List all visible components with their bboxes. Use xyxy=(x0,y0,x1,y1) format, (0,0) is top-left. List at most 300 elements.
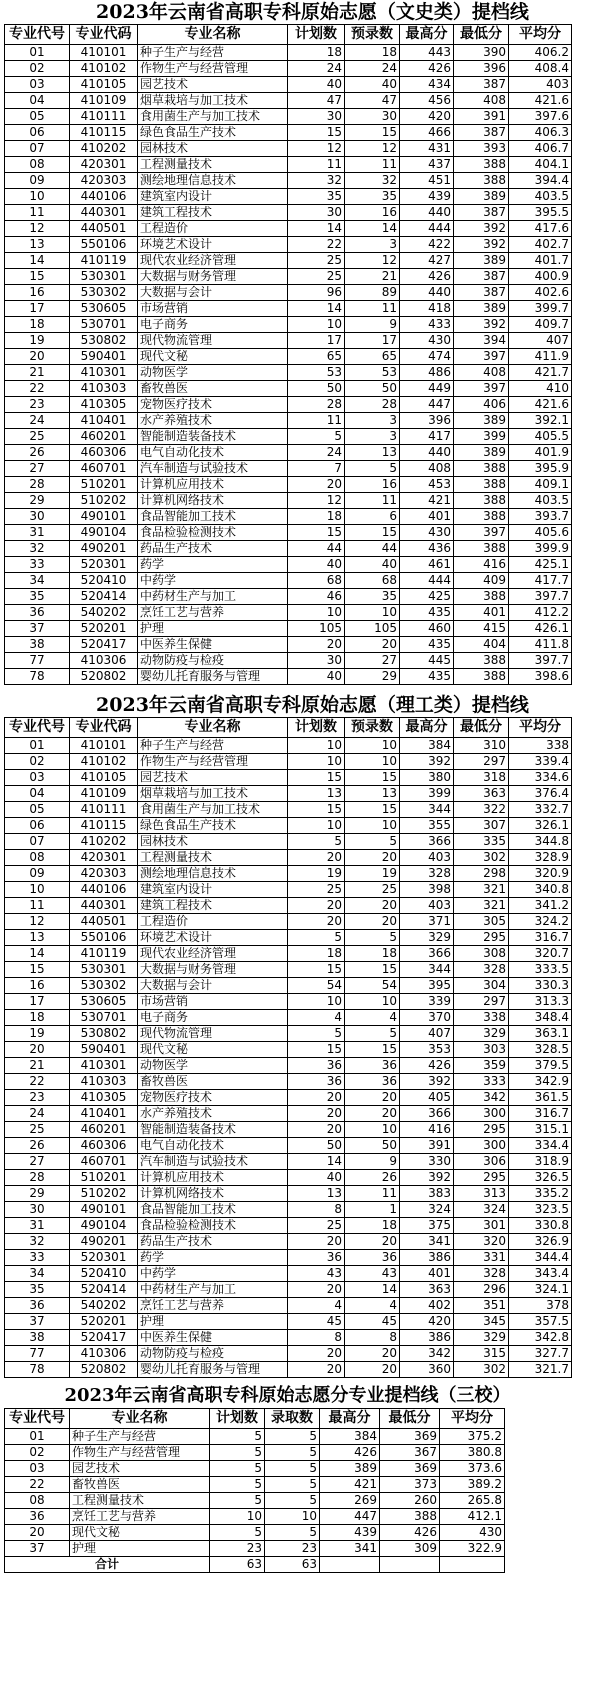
major-code-cell: 440501 xyxy=(70,914,138,930)
max-score-cell: 435 xyxy=(400,637,454,653)
major-code-cell: 590401 xyxy=(70,1042,138,1058)
plan-cell: 36 xyxy=(288,1058,345,1074)
major-no-cell: 15 xyxy=(5,962,70,978)
major-no-cell: 33 xyxy=(5,1250,70,1266)
avg-score-cell: 373.6 xyxy=(440,1461,505,1477)
min-score-cell: 329 xyxy=(454,1330,509,1346)
major-no-cell: 31 xyxy=(5,525,70,541)
major-name-cell: 园艺技术 xyxy=(138,77,288,93)
max-score-cell: 451 xyxy=(400,173,454,189)
max-score-cell: 426 xyxy=(400,61,454,77)
avg-score-cell: 421.6 xyxy=(509,93,572,109)
major-name-cell: 动物医学 xyxy=(138,365,288,381)
avg-score-cell: 332.7 xyxy=(509,802,572,818)
avg-score-cell: 322.9 xyxy=(440,1541,505,1557)
avg-score-cell: 406.7 xyxy=(509,141,572,157)
max-score-cell: 461 xyxy=(400,557,454,573)
major-code-cell: 520417 xyxy=(70,1330,138,1346)
major-code-cell: 520414 xyxy=(70,1282,138,1298)
avg-score-cell: 421.6 xyxy=(509,397,572,413)
pre-admit-cell: 36 xyxy=(345,1074,400,1090)
min-score-cell: 397 xyxy=(454,525,509,541)
major-name-cell: 食品检验检测技术 xyxy=(138,1218,288,1234)
wenshi-header-major-code: 专业代码 xyxy=(70,25,138,45)
major-code-cell: 530302 xyxy=(70,978,138,994)
min-score-cell: 309 xyxy=(380,1541,440,1557)
min-score-cell: 320 xyxy=(454,1234,509,1250)
min-score-cell: 301 xyxy=(454,1218,509,1234)
max-score-cell: 439 xyxy=(320,1525,380,1541)
pre-admit-cell: 54 xyxy=(345,978,400,994)
max-score-cell: 399 xyxy=(400,786,454,802)
major-no-cell: 14 xyxy=(5,946,70,962)
pre-admit-cell: 20 xyxy=(345,637,400,653)
major-name-cell: 工程造价 xyxy=(138,914,288,930)
min-score-cell: 390 xyxy=(454,45,509,61)
major-no-cell: 35 xyxy=(5,1282,70,1298)
major-no-cell: 01 xyxy=(5,738,70,754)
major-no-cell: 10 xyxy=(5,882,70,898)
min-score-cell: 318 xyxy=(454,770,509,786)
major-no-cell: 21 xyxy=(5,365,70,381)
pre-admit-cell: 20 xyxy=(345,898,400,914)
major-code-cell: 490201 xyxy=(70,541,138,557)
major-no-cell: 20 xyxy=(5,349,70,365)
wenshi-header-min-score: 最低分 xyxy=(454,25,509,45)
major-name-cell: 园林技术 xyxy=(138,834,288,850)
major-name-cell: 食用菌生产与加工技术 xyxy=(138,109,288,125)
avg-score-cell: 357.5 xyxy=(509,1314,572,1330)
max-score-cell: 339 xyxy=(400,994,454,1010)
plan-cell: 14 xyxy=(288,221,345,237)
major-no-cell: 07 xyxy=(5,834,70,850)
table-row xyxy=(5,637,572,653)
major-no-cell: 13 xyxy=(5,930,70,946)
major-code-cell: 520802 xyxy=(70,1362,138,1378)
plan-cell: 35 xyxy=(288,189,345,205)
major-code-cell: 440106 xyxy=(70,189,138,205)
min-score-cell: 389 xyxy=(454,189,509,205)
avg-score-cell: 313.3 xyxy=(509,994,572,1010)
avg-score-cell: 401.7 xyxy=(509,253,572,269)
major-no-cell: 32 xyxy=(5,1234,70,1250)
min-score-cell: 367 xyxy=(380,1445,440,1461)
major-no-cell: 26 xyxy=(5,1138,70,1154)
max-score-cell: 418 xyxy=(400,301,454,317)
max-score-cell: 398 xyxy=(400,882,454,898)
major-name-cell: 烹饪工艺与营养 xyxy=(138,605,288,621)
major-code-cell: 490101 xyxy=(70,1202,138,1218)
avg-score-cell: 401.9 xyxy=(509,445,572,461)
avg-score-cell: 394.4 xyxy=(509,173,572,189)
avg-score-cell: 411.9 xyxy=(509,349,572,365)
min-score-cell: 295 xyxy=(454,1170,509,1186)
major-no-cell: 20 xyxy=(5,1042,70,1058)
major-no-cell: 24 xyxy=(5,413,70,429)
table-row xyxy=(5,1493,505,1509)
major-code-cell: 440501 xyxy=(70,221,138,237)
pre-admit-cell: 50 xyxy=(345,381,400,397)
plan-cell: 12 xyxy=(288,493,345,509)
major-name-cell: 电气自动化技术 xyxy=(138,445,288,461)
wenshi-header-pre-admit: 预录数 xyxy=(345,25,400,45)
empty-cell xyxy=(440,1557,505,1573)
max-score-cell: 460 xyxy=(400,621,454,637)
major-no-cell: 34 xyxy=(5,1266,70,1282)
ligong-table xyxy=(4,717,572,1378)
table-row xyxy=(5,381,572,397)
avg-score-cell: 333.5 xyxy=(509,962,572,978)
major-code-cell: 510202 xyxy=(70,1186,138,1202)
pre-admit-cell: 8 xyxy=(345,1330,400,1346)
major-code-cell: 410109 xyxy=(70,786,138,802)
major-no-cell: 22 xyxy=(5,1477,70,1493)
major-code-cell: 410111 xyxy=(70,109,138,125)
max-score-cell: 403 xyxy=(400,850,454,866)
ligong-header-avg-score: 平均分 xyxy=(509,718,572,738)
min-score-cell: 388 xyxy=(454,477,509,493)
min-score-cell: 399 xyxy=(454,429,509,445)
major-no-cell: 19 xyxy=(5,1026,70,1042)
major-name-cell: 食品智能加工技术 xyxy=(138,1202,288,1218)
major-code-cell: 460201 xyxy=(70,429,138,445)
major-code-cell: 420303 xyxy=(70,866,138,882)
plan-cell: 44 xyxy=(288,541,345,557)
major-code-cell: 410202 xyxy=(70,834,138,850)
min-score-cell: 305 xyxy=(454,914,509,930)
min-score-cell: 303 xyxy=(454,1042,509,1058)
max-score-cell: 386 xyxy=(400,1330,454,1346)
max-score-cell: 389 xyxy=(320,1461,380,1477)
min-score-cell: 304 xyxy=(454,978,509,994)
avg-score-cell: 361.5 xyxy=(509,1090,572,1106)
major-no-cell: 21 xyxy=(5,1058,70,1074)
max-score-cell: 434 xyxy=(400,77,454,93)
max-score-cell: 344 xyxy=(400,802,454,818)
table-row xyxy=(5,365,572,381)
table-row xyxy=(5,1170,572,1186)
max-score-cell: 416 xyxy=(400,1122,454,1138)
table-row xyxy=(5,285,572,301)
major-no-cell: 06 xyxy=(5,818,70,834)
pre-admit-cell: 65 xyxy=(345,349,400,365)
max-score-cell: 440 xyxy=(400,445,454,461)
admit-cell: 10 xyxy=(265,1509,320,1525)
major-no-cell: 36 xyxy=(5,605,70,621)
pre-admit-cell: 10 xyxy=(345,605,400,621)
table-row xyxy=(5,994,572,1010)
plan-cell: 18 xyxy=(288,45,345,61)
major-no-cell: 78 xyxy=(5,1362,70,1378)
wenshi-title: 2023年云南省高职专科原始志愿（文史类）提档线 xyxy=(96,1,529,23)
table-row xyxy=(5,802,572,818)
max-score-cell: 392 xyxy=(400,1170,454,1186)
major-name-cell: 现代文秘 xyxy=(138,1042,288,1058)
major-name-cell: 护理 xyxy=(138,1314,288,1330)
avg-score-cell: 402.7 xyxy=(509,237,572,253)
min-score-cell: 315 xyxy=(454,1346,509,1362)
major-no-cell: 17 xyxy=(5,301,70,317)
max-score-cell: 401 xyxy=(400,509,454,525)
table-row xyxy=(5,1074,572,1090)
min-score-cell: 342 xyxy=(454,1090,509,1106)
pre-admit-cell: 9 xyxy=(345,317,400,333)
table-row xyxy=(5,45,572,61)
table-row xyxy=(5,461,572,477)
major-no-cell: 23 xyxy=(5,1090,70,1106)
major-name-cell: 绿色食品生产技术 xyxy=(138,818,288,834)
major-code-cell: 420301 xyxy=(70,850,138,866)
avg-score-cell: 392.1 xyxy=(509,413,572,429)
plan-cell: 20 xyxy=(288,477,345,493)
plan-cell: 10 xyxy=(210,1509,265,1525)
pre-admit-cell: 14 xyxy=(345,1282,400,1298)
max-score-cell: 342 xyxy=(400,1346,454,1362)
min-score-cell: 306 xyxy=(454,1154,509,1170)
avg-score-cell: 375.2 xyxy=(440,1429,505,1445)
max-score-cell: 353 xyxy=(400,1042,454,1058)
plan-cell: 24 xyxy=(288,61,345,77)
plan-cell: 20 xyxy=(288,1346,345,1362)
pre-admit-cell: 18 xyxy=(345,1218,400,1234)
avg-score-cell: 318.9 xyxy=(509,1154,572,1170)
table-row xyxy=(5,1477,505,1493)
avg-score-cell: 408.4 xyxy=(509,61,572,77)
table-row xyxy=(5,445,572,461)
table-row xyxy=(5,1106,572,1122)
major-no-cell: 05 xyxy=(5,802,70,818)
table-row xyxy=(5,669,572,685)
table-row xyxy=(5,557,572,573)
major-name-cell: 护理 xyxy=(70,1541,210,1557)
max-score-cell: 435 xyxy=(400,669,454,685)
pre-admit-cell: 20 xyxy=(345,1234,400,1250)
avg-score-cell: 330.3 xyxy=(509,978,572,994)
avg-score-cell: 412.2 xyxy=(509,605,572,621)
sanxiao-body xyxy=(5,1429,505,1573)
avg-score-cell: 426.1 xyxy=(509,621,572,637)
min-score-cell: 373 xyxy=(380,1477,440,1493)
major-code-cell: 410119 xyxy=(70,253,138,269)
table-row xyxy=(5,1122,572,1138)
avg-score-cell: 417.6 xyxy=(509,221,572,237)
plan-cell: 15 xyxy=(288,802,345,818)
plan-cell: 20 xyxy=(288,1234,345,1250)
plan-cell: 10 xyxy=(288,994,345,1010)
pre-admit-cell: 16 xyxy=(345,477,400,493)
table-row xyxy=(5,914,572,930)
min-score-cell: 300 xyxy=(454,1106,509,1122)
major-code-cell: 530301 xyxy=(70,962,138,978)
table-row xyxy=(5,738,572,754)
table-row xyxy=(5,1090,572,1106)
pre-admit-cell: 12 xyxy=(345,253,400,269)
max-score-cell: 363 xyxy=(400,1282,454,1298)
pre-admit-cell: 20 xyxy=(345,1090,400,1106)
max-score-cell: 474 xyxy=(400,349,454,365)
major-no-cell: 02 xyxy=(5,754,70,770)
table-row xyxy=(5,978,572,994)
table-row xyxy=(5,1186,572,1202)
major-no-cell: 24 xyxy=(5,1106,70,1122)
major-no-cell: 07 xyxy=(5,141,70,157)
min-score-cell: 369 xyxy=(380,1461,440,1477)
avg-score-cell: 363.1 xyxy=(509,1026,572,1042)
min-score-cell: 389 xyxy=(454,253,509,269)
plan-cell: 17 xyxy=(288,333,345,349)
major-name-cell: 工程测量技术 xyxy=(138,157,288,173)
table-row xyxy=(5,770,572,786)
min-score-cell: 415 xyxy=(454,621,509,637)
max-score-cell: 436 xyxy=(400,541,454,557)
plan-cell: 20 xyxy=(288,1106,345,1122)
major-no-cell: 38 xyxy=(5,1330,70,1346)
min-score-cell: 335 xyxy=(454,834,509,850)
table-row xyxy=(5,1234,572,1250)
table-row xyxy=(5,301,572,317)
plan-cell: 40 xyxy=(288,1170,345,1186)
major-name-cell: 园艺技术 xyxy=(70,1461,210,1477)
major-code-cell: 520410 xyxy=(70,1266,138,1282)
max-score-cell: 408 xyxy=(400,461,454,477)
table-row xyxy=(5,898,572,914)
avg-score-cell: 395.9 xyxy=(509,461,572,477)
major-code-cell: 510201 xyxy=(70,477,138,493)
major-code-cell: 410101 xyxy=(70,45,138,61)
major-no-cell: 01 xyxy=(5,1429,70,1445)
avg-score-cell: 321.7 xyxy=(509,1362,572,1378)
plan-cell: 5 xyxy=(288,429,345,445)
pre-admit-cell: 20 xyxy=(345,1346,400,1362)
pre-admit-cell: 68 xyxy=(345,573,400,589)
ligong-header-max-score: 最高分 xyxy=(400,718,454,738)
major-no-cell: 13 xyxy=(5,237,70,253)
max-score-cell: 453 xyxy=(400,477,454,493)
max-score-cell: 427 xyxy=(400,253,454,269)
max-score-cell: 329 xyxy=(400,930,454,946)
wenshi-header-max-score: 最高分 xyxy=(400,25,454,45)
max-score-cell: 435 xyxy=(400,605,454,621)
min-score-cell: 387 xyxy=(454,205,509,221)
major-name-cell: 建筑室内设计 xyxy=(138,882,288,898)
major-code-cell: 410101 xyxy=(70,738,138,754)
min-score-cell: 389 xyxy=(454,413,509,429)
major-name-cell: 动物防疫与检疫 xyxy=(138,653,288,669)
min-score-cell: 388 xyxy=(454,509,509,525)
major-no-cell: 34 xyxy=(5,573,70,589)
major-code-cell: 530802 xyxy=(70,1026,138,1042)
pre-admit-cell: 11 xyxy=(345,157,400,173)
major-name-cell: 计算机网络技术 xyxy=(138,493,288,509)
max-score-cell: 384 xyxy=(400,738,454,754)
major-no-cell: 35 xyxy=(5,589,70,605)
major-code-cell: 520201 xyxy=(70,1314,138,1330)
min-score-cell: 328 xyxy=(454,962,509,978)
pre-admit-cell: 32 xyxy=(345,173,400,189)
avg-score-cell: 324.2 xyxy=(509,914,572,930)
min-score-cell: 388 xyxy=(454,669,509,685)
major-code-cell: 530605 xyxy=(70,994,138,1010)
major-code-cell: 520414 xyxy=(70,589,138,605)
wenshi-body xyxy=(5,45,572,685)
min-score-cell: 338 xyxy=(454,1010,509,1026)
max-score-cell: 426 xyxy=(400,269,454,285)
major-code-cell: 410102 xyxy=(70,61,138,77)
major-name-cell: 市场营销 xyxy=(138,301,288,317)
avg-score-cell: 320.7 xyxy=(509,946,572,962)
table-row xyxy=(5,221,572,237)
table-row xyxy=(5,1266,572,1282)
major-no-cell: 36 xyxy=(5,1509,70,1525)
pre-admit-cell: 11 xyxy=(345,493,400,509)
avg-score-cell: 379.5 xyxy=(509,1058,572,1074)
avg-score-cell: 397.7 xyxy=(509,589,572,605)
min-score-cell: 387 xyxy=(454,77,509,93)
avg-score-cell: 409.1 xyxy=(509,477,572,493)
pre-admit-cell: 13 xyxy=(345,786,400,802)
avg-score-cell: 403.5 xyxy=(509,189,572,205)
table-row xyxy=(5,786,572,802)
plan-cell: 40 xyxy=(288,77,345,93)
plan-cell: 5 xyxy=(210,1525,265,1541)
major-no-cell: 08 xyxy=(5,1493,70,1509)
table-row xyxy=(5,125,572,141)
table-row xyxy=(5,1461,505,1477)
major-code-cell: 520301 xyxy=(70,1250,138,1266)
pre-admit-cell: 5 xyxy=(345,1026,400,1042)
plan-cell: 30 xyxy=(288,653,345,669)
pre-admit-cell: 10 xyxy=(345,1122,400,1138)
avg-score-cell: 404.1 xyxy=(509,157,572,173)
pre-admit-cell: 29 xyxy=(345,669,400,685)
min-score-cell: 394 xyxy=(454,333,509,349)
min-score-cell: 416 xyxy=(454,557,509,573)
max-score-cell: 396 xyxy=(400,413,454,429)
plan-cell: 20 xyxy=(288,898,345,914)
major-name-cell: 中药学 xyxy=(138,573,288,589)
table-row xyxy=(5,253,572,269)
table-row xyxy=(5,477,572,493)
plan-cell: 25 xyxy=(288,269,345,285)
plan-cell: 40 xyxy=(288,557,345,573)
plan-cell: 15 xyxy=(288,962,345,978)
major-name-cell: 园林技术 xyxy=(138,141,288,157)
avg-score-cell: 328.9 xyxy=(509,850,572,866)
avg-score-cell: 397.7 xyxy=(509,653,572,669)
admit-cell: 5 xyxy=(265,1429,320,1445)
major-name-cell: 护理 xyxy=(138,621,288,637)
major-no-cell: 15 xyxy=(5,269,70,285)
major-no-cell: 03 xyxy=(5,77,70,93)
major-name-cell: 食用菌生产与加工技术 xyxy=(138,802,288,818)
min-score-cell: 331 xyxy=(454,1250,509,1266)
plan-cell: 12 xyxy=(288,141,345,157)
major-code-cell: 410119 xyxy=(70,946,138,962)
pre-admit-cell: 15 xyxy=(345,770,400,786)
plan-cell: 50 xyxy=(288,381,345,397)
avg-score-cell: 403 xyxy=(509,77,572,93)
major-code-cell: 440301 xyxy=(70,898,138,914)
major-name-cell: 药品生产技术 xyxy=(138,541,288,557)
avg-score-cell: 409.7 xyxy=(509,317,572,333)
plan-cell: 15 xyxy=(288,1042,345,1058)
max-score-cell: 386 xyxy=(400,1250,454,1266)
min-score-cell: 388 xyxy=(380,1509,440,1525)
plan-cell: 54 xyxy=(288,978,345,994)
min-score-cell: 322 xyxy=(454,802,509,818)
avg-score-cell: 326.9 xyxy=(509,1234,572,1250)
max-score-cell: 395 xyxy=(400,978,454,994)
